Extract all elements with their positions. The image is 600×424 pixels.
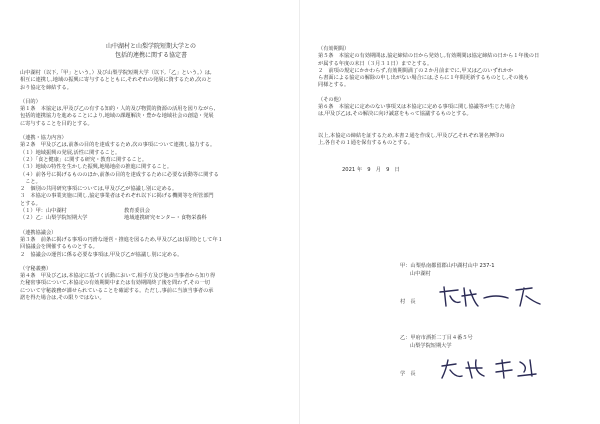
page-fold-divider <box>299 0 300 424</box>
article-line: 第２条 甲及び乙は,前条の目的を達成するため,次の事項について連携し協力する。 <box>20 142 216 149</box>
article-heading: （目的） <box>20 98 41 105</box>
article-line: （２）「食と健康」に関する研究・教育に関すること。 <box>20 156 148 163</box>
preamble-line: 相互に連携し,地域の振興に寄与するとともに,それぞれの発展に資するため,次のと <box>20 77 212 84</box>
party-a-signature <box>436 284 546 310</box>
article-line: が属する年度の末日（３月３１日）までとする。 <box>318 60 433 67</box>
article-heading: （連携協議会） <box>20 229 57 236</box>
party-b-block <box>400 334 473 350</box>
closing-line: 上,各自その１通を保有するものとする。 <box>318 139 414 146</box>
article-line: ２ 前項の規定にかかわらず,有効期間満了の２か月前までに,甲又は乙のいずれかか <box>318 67 514 74</box>
article-line: について守秘義務が課せられていることを確認する。ただし,事前に当該当事者の承 <box>20 287 214 294</box>
agreement-date: 2021 年 9 月 9 日 <box>342 167 400 174</box>
article-line: （３）地域の特性を生かした振興,地場地産の推進に関すること。 <box>20 164 173 171</box>
article-line: は,甲及び乙は,その解決に向け誠意をもって協議するものとする。 <box>318 111 472 118</box>
article-line: に寄与することを目的とする。 <box>20 120 93 127</box>
party-a-name: 山中湖村 <box>410 271 431 277</box>
article-4 <box>20 266 282 302</box>
left-column <box>20 42 282 302</box>
article-heading: （守秘義務） <box>20 265 52 272</box>
closing-line: 以上,本協定の締結を証するため,本書２通を作成し,甲及び乙それぞれ署名押印の <box>318 132 505 139</box>
article-line: ３ 本協定の事業実施に関し,協定事業者はそれぞれ以下に掲げる機関等を所管部門 <box>20 193 214 200</box>
article-5 <box>318 46 582 90</box>
right-column <box>318 46 582 175</box>
article-line: ら書面による協定の解除の申し出がない場合には,さらに１年間更新するものとし,その後も <box>318 75 529 82</box>
article-heading: （有効期間） <box>318 46 350 52</box>
title-line: 山中湖村と山梨学院短期大学との <box>105 43 196 50</box>
party-b-name: 山梨学院短期大学 <box>410 343 452 349</box>
article-6 <box>318 97 582 119</box>
article-line: 第６条 本協定に定めのない事項又は本協定に定める事項に関し協議等が生じた場合 <box>318 104 516 111</box>
party-b-sign-row <box>400 370 416 377</box>
article-line: た秘密事項について,本協定の有効期間中または有効期間終了後を問わず,その一切 <box>20 280 210 287</box>
party-a-sign-row <box>400 298 416 305</box>
article-3 <box>20 230 282 259</box>
unit-party: （１）甲：山中湖村 <box>20 208 67 215</box>
article-heading: （その他） <box>318 96 344 103</box>
article-line: 回協議会を開催するものとする。 <box>20 244 98 251</box>
article-line: 第４条 甲及び乙は,本協定に基づく活動において,相手方及び他の当事者から知り得 <box>20 273 216 280</box>
article-line: とする。 <box>20 200 41 207</box>
closing-statement <box>318 133 582 148</box>
article-line: （４）前各号に掲げるもののほか,前条の目的を達成するために必要な活動等に関する <box>20 171 219 178</box>
party-b-address: 乙：甲府市酒折二丁目４番５号 <box>400 335 473 341</box>
article-line: 包括的連携協力を進めることにより,地域の課題解決・豊かな地域社会の創造・発展 <box>20 113 214 120</box>
preamble <box>20 70 282 92</box>
article-1 <box>20 99 282 128</box>
article-heading: （連携・協力内容） <box>20 135 67 142</box>
article-line: （１）地域振興の発展,活性に関すること。 <box>20 149 121 156</box>
party-a-role: 村 長 <box>400 299 416 305</box>
party-b-signature <box>438 356 542 382</box>
party-a-address: 甲：山梨県南都留郡山中湖村山中 237-1 <box>400 263 495 269</box>
article-line: 同様とする。 <box>318 82 350 89</box>
unit-dept: 地域連携研究センター・食物栄養科 <box>124 215 207 222</box>
unit-dept: 教育委員会 <box>124 208 150 215</box>
article-2 <box>20 135 282 223</box>
preamble-line: おり協定を締結する。 <box>20 84 72 91</box>
title-line: 包括的連携に関する協定書 <box>114 52 187 59</box>
unit-party: （２）乙：山梨学院短期大学 <box>20 215 88 222</box>
article-line: 第５条 本協定の有効期間は,協定締結の日から発効し,有効期間は協定締結の日から１年後の日 <box>318 53 540 60</box>
preamble-line: 山中湖村（以下,「甲」という。）及び山梨学院短期大学（以下,「乙」という。）は, <box>20 70 212 76</box>
article-line: 第３条 前条に掲げる事項の円滑な運営・推進を図るため,甲及び乙は(原則)として年１ <box>20 236 223 243</box>
article-line: ２ 協議会の運営に係る必要な事項は,甲及び乙が協議し別に定める。 <box>20 251 183 258</box>
article-line: ２ 個別の共同研究事項については,甲及び乙が協議し別に定める。 <box>20 186 178 193</box>
article-line: 第１条 本協定は,甲及び乙の有する知的・人的及び物質的資源の活用を図りながら, <box>20 106 216 113</box>
article-line: 諾を得た場合は,その限りではない。 <box>20 295 105 302</box>
document-title <box>20 42 282 60</box>
article-line: こと。 <box>20 178 41 185</box>
party-a-block <box>400 262 495 278</box>
unit-row <box>20 215 282 222</box>
party-b-role: 学 長 <box>400 371 416 377</box>
